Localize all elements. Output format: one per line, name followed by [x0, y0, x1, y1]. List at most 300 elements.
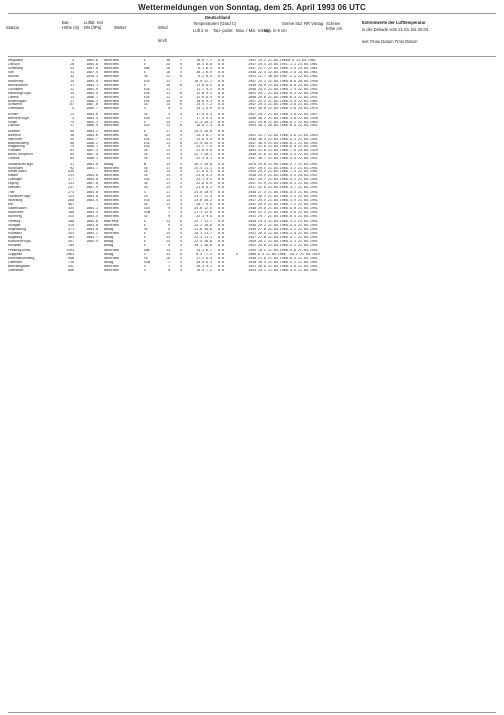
cloud-cover: 5	[180, 231, 182, 235]
precipitation: 0.0	[218, 91, 224, 95]
station-height: 463	[68, 235, 74, 239]
wind-speed: 13	[166, 235, 170, 239]
precipitation: 0.0	[218, 124, 224, 128]
extreme-max: 1947 31.9 21.04.1968	[248, 182, 288, 186]
table-row	[8, 186, 498, 190]
precipitation: 0.0	[218, 243, 224, 247]
precipitation: 0.0	[218, 99, 224, 103]
station-name: Trier	[8, 191, 15, 195]
weather-text: leicht bew.	[104, 99, 120, 103]
station-height: 26	[70, 62, 74, 66]
temperature-values: 10.5 8.0	[196, 62, 212, 66]
extreme-min: -1.8 21.04.1991	[288, 231, 318, 235]
extreme-min: -6.5 21.04.1991	[288, 256, 318, 260]
precipitation: 0.0	[218, 112, 224, 116]
cloud-cover: 5	[180, 191, 182, 195]
station-height: 839	[68, 170, 74, 174]
weather-text: leicht bew.	[104, 166, 120, 170]
station-name: Bremerhaven	[8, 83, 28, 87]
temperature-values: 17.0 8.4	[196, 170, 212, 174]
weather-text: leicht bew.	[104, 124, 120, 128]
extreme-min: -4.4 22.04.1954	[288, 153, 318, 157]
wind-direction: SE	[144, 74, 148, 78]
wind-direction: E	[144, 83, 146, 87]
wind-speed: 18	[166, 70, 170, 74]
station-name: Hof	[8, 203, 14, 207]
extreme-max: 1948 29.3 21.04.1968	[248, 224, 288, 228]
weather-text: leicht bew.	[104, 133, 120, 137]
pressure-value: 1004.5	[86, 199, 98, 203]
extreme-max: 1952 26.4 21.04.1968	[248, 203, 288, 207]
precipitation: 0.0	[218, 141, 224, 145]
station-height: 5	[72, 107, 74, 111]
extreme-max: 1949 31.1 21.04.1968	[248, 210, 288, 214]
extreme-min: -5.5 24.04.1957	[288, 174, 318, 178]
pressure-value: 1009.7	[86, 107, 98, 111]
cloud-cover: 4	[180, 214, 182, 218]
extreme-min: 0.4 23.04.1981	[288, 59, 316, 62]
wind-direction: E	[144, 220, 146, 224]
weather-text: leicht bew.	[104, 268, 120, 272]
extreme-min: -9.8 21.04.1991	[288, 249, 318, 253]
pressure-value: 1004.4	[86, 116, 98, 120]
station-name: Hannover	[8, 137, 23, 141]
wind-direction: E	[144, 120, 146, 124]
weather-text: leicht bew.	[104, 141, 120, 145]
station-name: Cuxhaven	[8, 87, 23, 91]
table-row	[8, 269, 498, 273]
station-name: Braunschweig	[8, 141, 29, 145]
temperature-values: 25.5 11.1	[194, 166, 212, 170]
cloud-cover: 4	[180, 112, 182, 116]
header-rule	[8, 56, 496, 57]
wind-speed: 9	[168, 228, 170, 232]
wind-direction: SE	[144, 133, 148, 137]
region-block	[8, 80, 498, 111]
station-height: 419	[68, 224, 74, 228]
precipitation: 0.0	[218, 185, 224, 189]
extreme-max: 1947 31.6 21.04.1968	[248, 145, 288, 149]
wind-speed: 13	[166, 124, 170, 128]
extreme-max: 1946 24.5 21.04.1968	[248, 87, 288, 91]
pressure-value: 1005.7	[86, 137, 98, 141]
header-rain: RR Vortag	[304, 21, 324, 26]
pressure-value: 1007.0	[86, 66, 98, 70]
temperature-values: 22.9 10.5	[194, 141, 212, 145]
wind-direction: ESE	[144, 91, 150, 95]
header-pressure: Luftdr. red NN (hPa)	[84, 20, 103, 30]
wind-direction: E	[144, 129, 146, 133]
extreme-min: -3.2 21.04.1991	[288, 166, 318, 170]
extreme-max: 1952 25.6 21.04.1968	[248, 243, 288, 247]
extreme-min: -5.9 21.04.1991	[288, 157, 318, 161]
wind-direction: SE	[144, 185, 148, 189]
station-height: 719	[68, 260, 74, 264]
precipitation: 0.0	[218, 107, 224, 111]
pressure-value: 1003.8	[86, 195, 98, 199]
station-name: Konstanz	[8, 231, 22, 235]
extreme-min: -7.5 21.04.1991	[288, 170, 318, 174]
header-temperatures: Temperaturen (Grad C)	[193, 21, 237, 26]
wind-speed: 13	[166, 185, 170, 189]
weather-text: leicht bew.	[104, 129, 120, 133]
temperature-values: 23.7 11.7	[194, 220, 212, 224]
weather-text: leicht bew.	[104, 199, 120, 203]
station-height: 986	[68, 256, 74, 260]
precipitation: 0.0	[218, 80, 224, 84]
extreme-min: -0.8 20.04.1950	[288, 80, 318, 84]
extreme-max: 1890 29.8 21.04.1968	[248, 95, 288, 99]
extreme-min: -6.1 21.04.1991	[288, 141, 318, 145]
wind-speed: 11	[166, 87, 170, 91]
extreme-max: 1947 29.7 21.04.1968	[248, 112, 288, 116]
pressure-value: 1004.9	[86, 87, 98, 91]
wind-speed: 15	[166, 231, 170, 235]
station-name: Göttingen	[8, 178, 23, 182]
pressure-value: 1005.6	[86, 59, 98, 62]
extreme-min: -4.0 21.04.1991	[288, 207, 318, 211]
cloud-cover: 5	[180, 228, 182, 232]
table-row	[8, 215, 498, 219]
station-height: 38	[70, 133, 74, 137]
station-name: Münster	[8, 129, 20, 133]
wind-direction: SE	[144, 228, 148, 232]
pressure-value: 1004.6	[86, 133, 98, 137]
station-height: 705	[68, 243, 74, 247]
pressure-value	[74, 269, 98, 273]
cloud-cover: 7	[180, 59, 182, 62]
temperature-values: 25.7 11.5	[194, 195, 212, 199]
wind-direction: SSW	[144, 260, 150, 264]
station-height: 1493	[66, 249, 74, 253]
wind-direction: W	[144, 162, 146, 166]
wind-speed: 7	[168, 260, 170, 264]
station-height: 55	[70, 137, 74, 141]
weather-text: leicht bew.	[104, 256, 120, 260]
temperature-values: 8.1 6.3	[198, 66, 212, 70]
pressure-value: 1007.9	[86, 185, 98, 189]
wind-direction: ESE	[144, 199, 150, 203]
extreme-min: -2.8 24.04.1961	[288, 70, 318, 74]
extreme-max: 1955 24.5 21.04.1968	[248, 170, 288, 174]
temperature-values: 19.9 7.2	[196, 268, 212, 272]
temperature-values: 22.3 9.1	[196, 157, 212, 161]
weather-table	[8, 59, 498, 714]
extreme-min: -5.9 21.04.1991	[288, 199, 318, 203]
pressure-value: 1007.0	[86, 182, 98, 186]
precipitation: 0.0	[218, 157, 224, 161]
pressure-value: 1004.8	[86, 174, 98, 178]
precipitation: 0.0	[218, 74, 224, 78]
wind-direction: SE	[144, 166, 148, 170]
header-wind-unit: km/h	[158, 38, 168, 43]
weather-text: leicht bew.	[104, 70, 120, 74]
station-name: Freiburg	[8, 220, 21, 224]
extreme-min: -7.0 24.04.1929	[288, 149, 318, 153]
weather-text: leicht bew.	[104, 249, 120, 253]
wind-speed: 11	[166, 91, 170, 95]
weather-text: leicht bew.	[104, 59, 120, 62]
station-height: 443	[68, 231, 74, 235]
station-height: 113	[68, 195, 74, 199]
station-height: 2962	[66, 253, 74, 257]
weather-text: leicht bew.	[104, 207, 120, 211]
wind-direction: E	[144, 239, 146, 243]
wind-direction: ENE	[144, 249, 150, 253]
weather-text: leicht bew.	[104, 157, 120, 161]
cloud-cover: 5	[180, 256, 182, 260]
wind-speed: 9	[168, 214, 170, 218]
temperature-values: 14.1 8.9	[196, 107, 212, 111]
wind-speed: 13	[166, 162, 170, 166]
station-name: Saarbrücken	[8, 207, 27, 211]
temperature-values: 22.4 10.6	[194, 239, 212, 243]
extreme-min: -3.2 21.04.1991	[288, 220, 318, 224]
weather-text: wolkig	[104, 243, 114, 247]
station-height: 3	[72, 116, 74, 120]
station-height: 13	[70, 95, 74, 99]
extreme-max: 1950 29.4 21.04.1968	[248, 220, 288, 224]
temperature-values: 13.8 8.5	[196, 83, 212, 87]
pressure-value: 1005.9	[86, 91, 98, 95]
temperature-values: 22.2 11.1	[194, 235, 212, 239]
pressure-value: 1003.8	[86, 162, 98, 166]
wind-speed: 14	[166, 133, 170, 137]
pressure-value: 1010.5	[86, 74, 98, 78]
wind-direction: SE	[144, 174, 148, 178]
cloud-cover: 5	[180, 153, 182, 157]
temperature-values: 15.3 10.3	[194, 120, 212, 124]
extreme-max: 1948 27.4 21.04.1968	[248, 191, 288, 195]
cloud-cover: 6	[180, 253, 182, 257]
precipitation: 0.0	[218, 103, 224, 107]
precipitation: 0.0	[218, 207, 224, 211]
extreme-max: 1955 30.1 20.04.1968	[248, 124, 288, 128]
temperature-values: 22.0 8.0	[196, 149, 212, 153]
cloud-cover: 4	[180, 174, 182, 178]
wind-direction: SE	[144, 112, 148, 116]
station-name: Zugspitze	[8, 253, 23, 257]
cloud-cover: 5	[180, 195, 182, 199]
station-height: 12	[70, 112, 74, 116]
station-height: 325	[68, 207, 74, 211]
station-name: Arkona	[8, 74, 19, 78]
wind-direction: S	[144, 264, 146, 268]
temperature-values: 21.6 10.8	[194, 228, 212, 232]
wind-direction: E	[144, 235, 146, 239]
extreme-max: 1970 29.8 21.04.1968	[248, 162, 288, 166]
weather-text: leicht bew.	[104, 264, 120, 268]
wind-speed: 9	[168, 243, 170, 247]
pressure-value: 1003.8	[86, 224, 98, 228]
cloud-cover: 6	[180, 83, 182, 87]
station-name: Helgoland	[8, 59, 23, 62]
extreme-min: -5.2 21.04.1991	[288, 178, 318, 182]
precipitation: 0.0	[218, 195, 224, 199]
wind-direction: E	[144, 224, 146, 228]
extreme-max: 1948 29.0 21.04.1968	[248, 207, 288, 211]
wind-speed: 5	[168, 112, 170, 116]
cloud-cover: 5	[180, 199, 182, 203]
cloud-cover: 7	[180, 116, 182, 120]
snow-value	[224, 75, 238, 79]
station-height: 371	[68, 228, 74, 232]
temperature-values: 6.2 6.5	[198, 74, 212, 78]
station-height: 41	[70, 162, 74, 166]
temperature-values: 24.3 8.7	[196, 133, 212, 137]
pressure-value: 1004.8	[86, 178, 98, 182]
top-rule	[8, 13, 496, 14]
temperature-values: 16.8 7.4	[196, 124, 212, 128]
cloud-cover: 6	[180, 62, 182, 66]
temperature-values: 17.2 8.4	[196, 256, 212, 260]
wind-speed: 15	[166, 120, 170, 124]
station-name: Berchtesgaden	[8, 264, 31, 268]
station-name: Stuttgart	[8, 224, 21, 228]
cloud-cover: 6	[180, 124, 182, 128]
station-name: München/Flugh.	[8, 239, 32, 243]
weather-text: leicht bew.	[104, 224, 120, 228]
extreme-min: -3.7 21.04.1991	[288, 185, 318, 189]
station-name: Hohenpeißenberg	[8, 256, 35, 260]
pressure-value: 1004.6	[86, 191, 98, 195]
cloud-cover: 7	[180, 120, 182, 124]
station-height: 447	[68, 239, 74, 243]
header-wind: Wind	[158, 25, 168, 30]
cloud-cover: 5	[180, 145, 182, 149]
header-snow: Schnee höhe cm	[326, 21, 343, 31]
header-sun: Sonne Std.	[282, 21, 303, 26]
station-name: Oberstdorf	[8, 268, 24, 272]
wind-speed: 15	[166, 103, 170, 107]
pressure-value: 1007.3	[86, 149, 98, 153]
extreme-min: -6.5 21.04.1931	[288, 95, 318, 99]
region-block	[8, 220, 498, 247]
station-name: Potsdam	[8, 149, 22, 153]
wind-speed: 11	[166, 182, 170, 186]
wind-speed: 13	[166, 249, 170, 253]
weather-text: leicht bew.	[104, 80, 120, 84]
station-height: 17	[70, 99, 74, 103]
station-name: Magdeburg	[8, 145, 25, 149]
wind-speed: 9	[168, 145, 170, 149]
precipitation: 0.0	[218, 264, 224, 268]
station-height: 542	[68, 264, 74, 268]
weather-text: wolkig	[104, 260, 114, 264]
wind-speed: 22	[166, 74, 170, 78]
wind-speed: 13	[166, 137, 170, 141]
temperature-values: 20.7 9.0	[196, 203, 212, 207]
extreme-min: -20.2 21.04.1919	[288, 253, 320, 257]
wind-speed: 13	[166, 174, 170, 178]
table-row	[8, 107, 498, 111]
pressure-value: 1007.8	[86, 153, 98, 157]
pressure-value: 1008.1	[86, 157, 98, 161]
cloud-cover: 5	[180, 235, 182, 239]
precipitation: 0.0	[218, 178, 224, 182]
wind-speed: 7	[168, 210, 170, 214]
weather-text: leicht bew.	[104, 116, 120, 120]
precipitation: 0.0	[218, 133, 224, 137]
weather-text: leicht bew.	[104, 149, 120, 153]
temperature-values: 13.9 7.2	[196, 103, 212, 107]
station-height: 42	[70, 74, 74, 78]
weather-text: leicht bew.	[104, 174, 120, 178]
extreme-max: 1917 31.0 21.04.1968	[248, 185, 288, 189]
wind-direction: SE	[144, 203, 148, 207]
extreme-max: 1947 30.0 21.04.1968	[248, 107, 288, 111]
cloud-cover: 7	[180, 87, 182, 91]
station-name: Berlin-Tempelhof	[8, 153, 33, 157]
region-block	[8, 130, 498, 161]
extreme-min: -3.8 21.04.1991	[288, 210, 318, 214]
cloud-cover: 4	[180, 210, 182, 214]
temperature-values: 10.6 9.3	[196, 99, 212, 103]
wind-direction: E	[144, 231, 146, 235]
station-height: 12	[70, 87, 74, 91]
pressure-value: 1004.1	[86, 83, 98, 87]
wind-direction: SE	[144, 149, 148, 153]
precipitation: 0.0	[218, 249, 224, 253]
pressure-value: 1004.2	[86, 231, 98, 235]
extreme-max: 1891 29.7 21.04.1968	[248, 91, 288, 95]
wind-speed: 7	[168, 264, 170, 268]
extreme-max: 1954 25.1 21.04.1968	[248, 268, 288, 272]
extreme-min: -3.9 22.04.1981	[288, 99, 318, 103]
snow-value: X	[236, 253, 238, 257]
temperature-values: 24.9 10.6	[194, 129, 212, 133]
table-row	[8, 75, 498, 79]
wind-direction: SE	[144, 256, 148, 260]
station-name: Kahler Asten	[8, 170, 27, 174]
wind-speed: 14	[166, 239, 170, 243]
station-height: 88	[70, 141, 74, 145]
region-block	[8, 59, 498, 78]
weather-text: leicht bew.	[104, 137, 120, 141]
wind-speed: 9	[168, 207, 170, 211]
weather-text: leicht bew.	[104, 62, 120, 66]
station-height: 17	[70, 124, 74, 128]
pressure-value	[74, 244, 98, 248]
cloud-cover: 4	[180, 157, 182, 161]
temperature-values: 10.0 7.7	[196, 59, 212, 62]
station-height: 100	[68, 210, 74, 214]
header-height: Bar.- Höhe (m)	[62, 20, 80, 30]
wind-direction: ESE	[144, 116, 150, 120]
wind-speed: 30	[166, 59, 170, 62]
extreme-min: -3.8 21.04.1991	[288, 103, 318, 107]
station-height: 49	[70, 153, 74, 157]
extreme-min: -0.8 23.04.1951	[288, 83, 318, 87]
station-name: Mannheim	[8, 210, 24, 214]
page-title: Wettermeldungen von Sonntag, dem 25. April 1993 06 UTC	[138, 3, 366, 12]
extreme-max: 1947 25.3 21.04.1968	[248, 80, 288, 84]
cloud-cover: 5	[180, 137, 182, 141]
extreme-min: -5.3 21.04.1991	[288, 137, 318, 141]
weather-text: leicht bew.	[104, 107, 120, 111]
wind-speed: 17	[166, 166, 170, 170]
wind-direction: SE	[144, 195, 148, 199]
pressure-value: 1004.2	[86, 129, 98, 133]
pressure-value: 1006.2	[86, 141, 98, 145]
station-height: 300	[68, 220, 74, 224]
extreme-max: 1890 30.2 21.04.1968	[248, 116, 288, 120]
extreme-max: 1938 26.4 21.04.1968	[248, 260, 288, 264]
station-name: Feldberg/Schw.	[8, 249, 31, 253]
temperature-values: 10.1 6.9	[196, 70, 212, 74]
pressure-value: 1006.7	[86, 95, 98, 99]
station-height: 177	[68, 178, 74, 182]
